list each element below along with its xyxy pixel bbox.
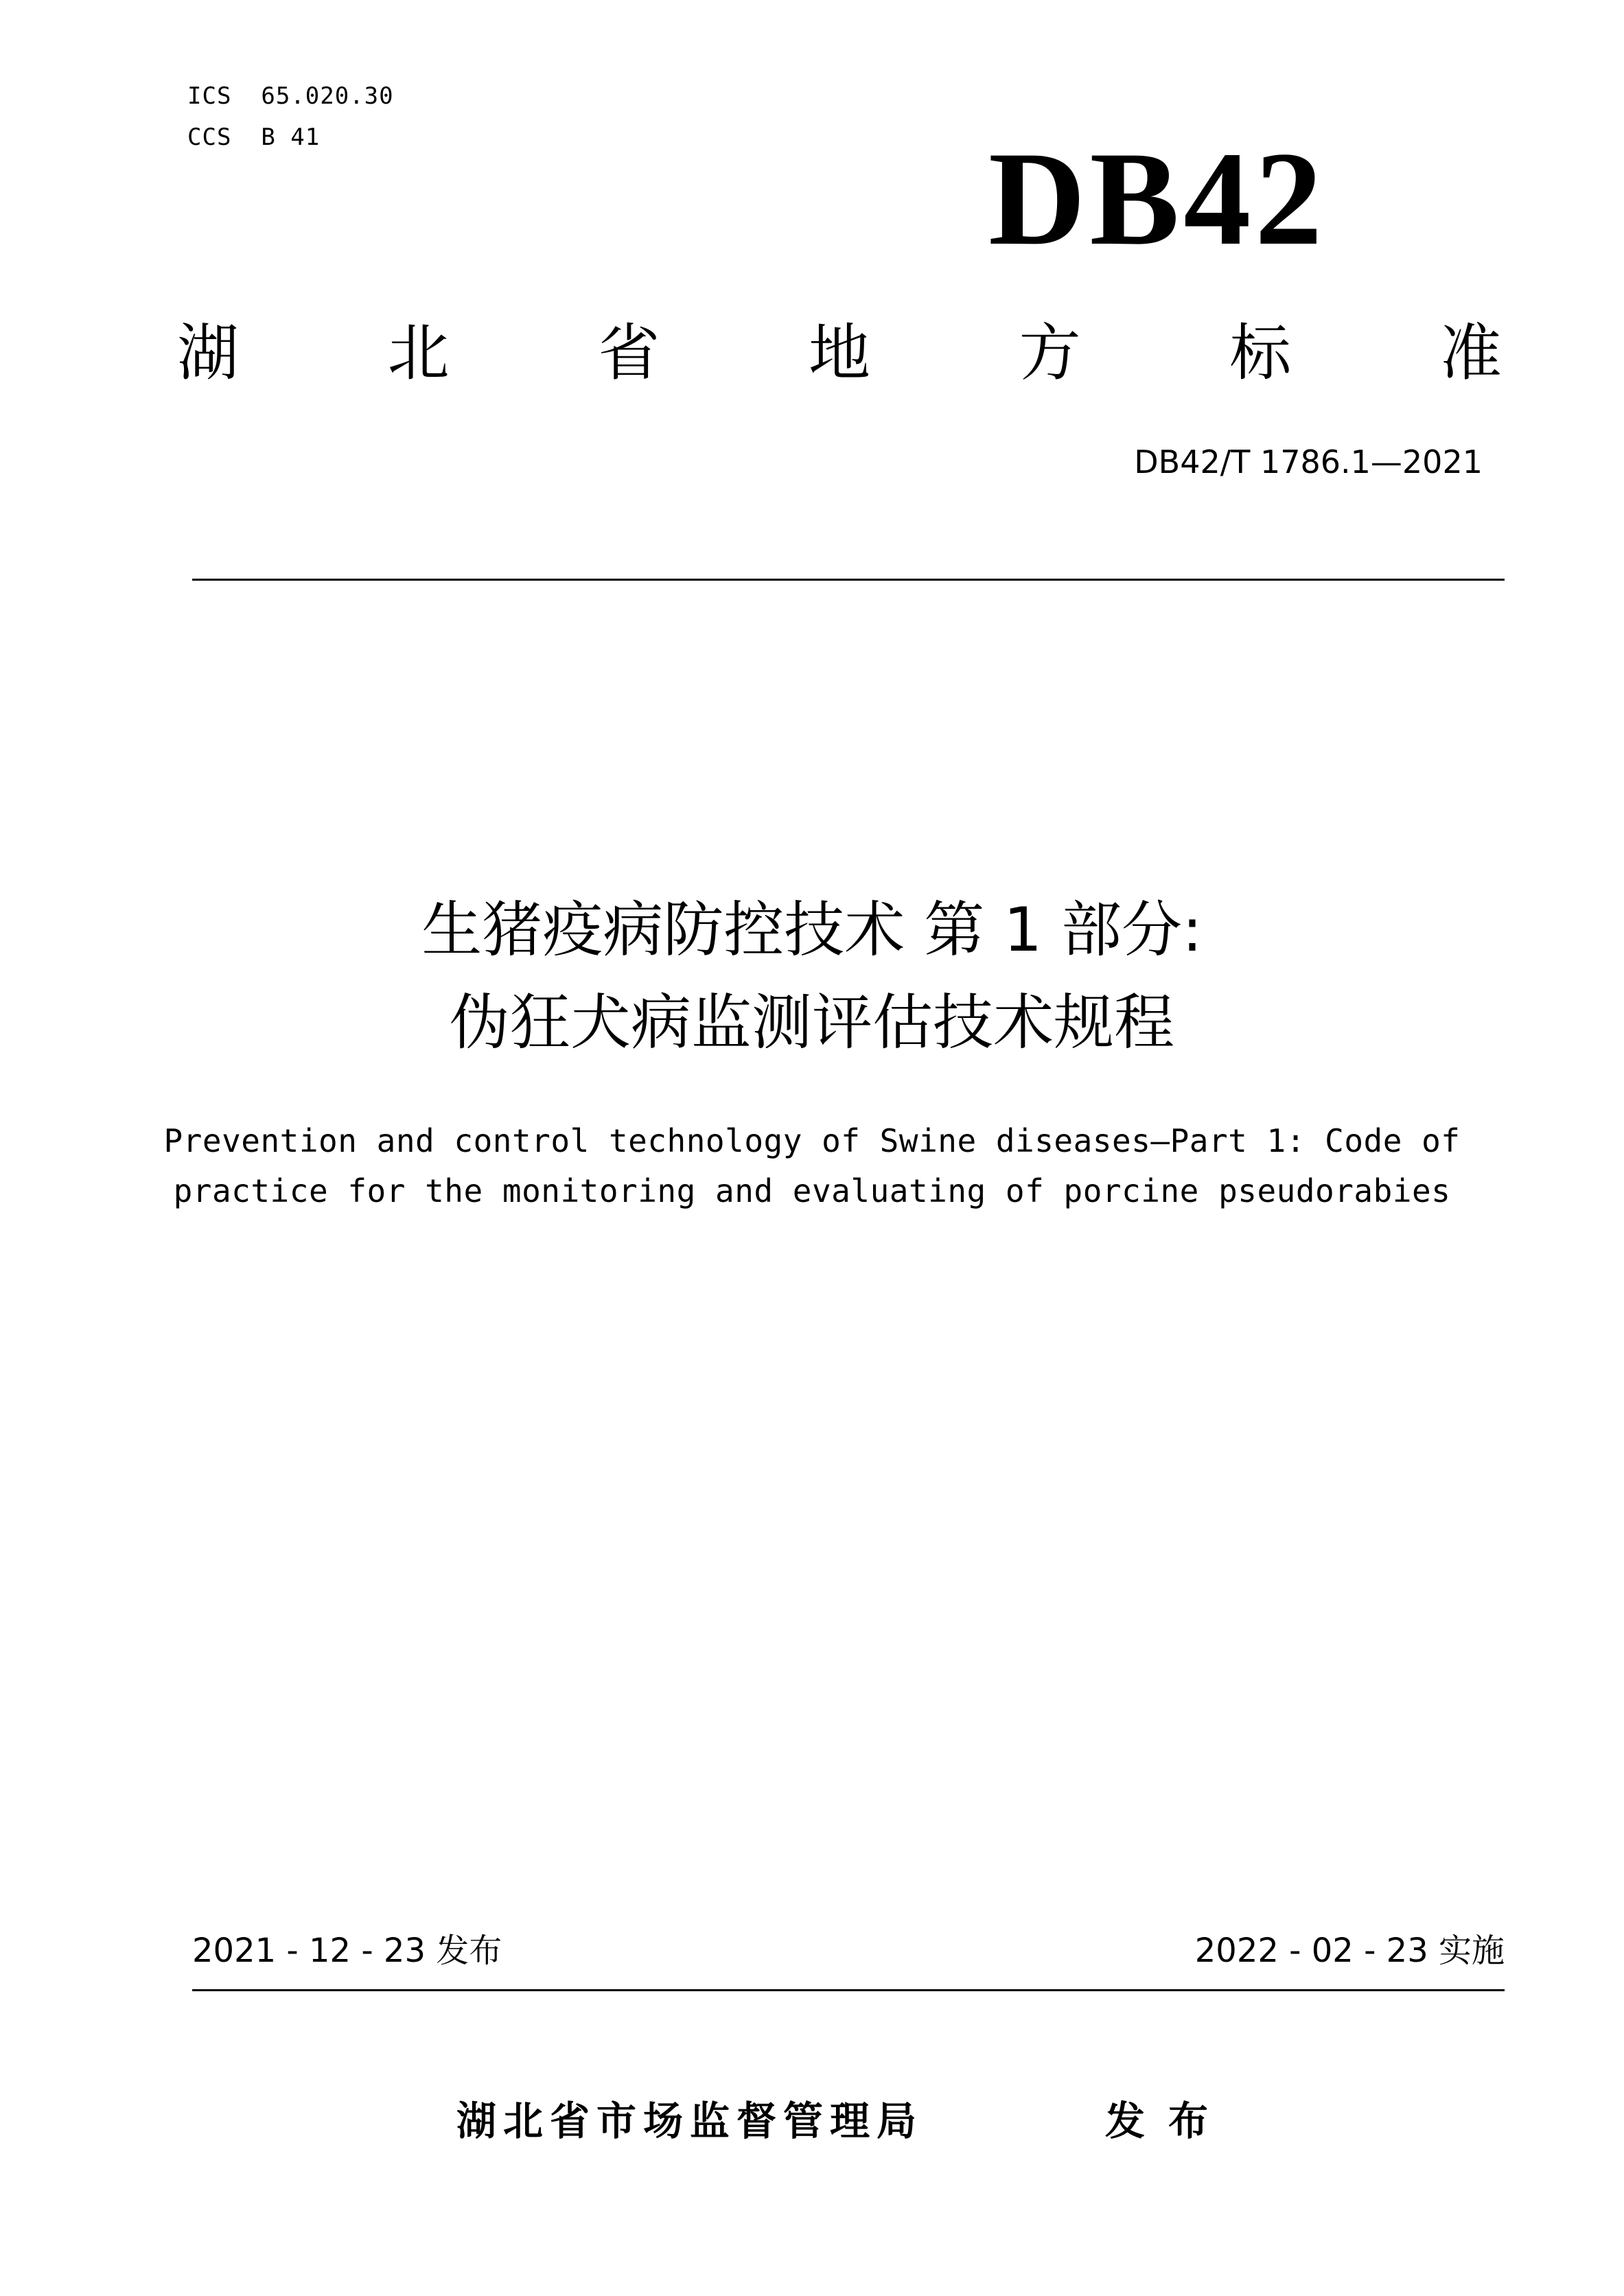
authority-char: 省 — [598, 317, 660, 389]
publisher-name: 湖北省市场监督管理局 — [456, 2098, 924, 2144]
title-zh-line1: 生猪疫病防控技术 第 1 部分: — [421, 894, 1203, 965]
ics-code: ICS 65.020.30 — [187, 82, 394, 110]
authority-char: 方 — [1019, 317, 1081, 389]
authority-char: 准 — [1439, 317, 1502, 389]
publish-label: 发布 — [1105, 2098, 1232, 2144]
bottom-divider — [192, 1989, 1505, 1991]
standard-number: DB42/T 1786.1—2021 — [1134, 443, 1483, 480]
top-divider — [192, 579, 1505, 581]
authority-char: 湖 — [177, 317, 239, 389]
title-en-line2: practice for the monitoring and evaluating of porcine pseudorabies — [173, 1172, 1451, 1209]
standard-authority — [177, 316, 1502, 391]
title-zh-line2: 伪狂犬病监测评估技术规程 — [449, 987, 1174, 1058]
implementation-date: 2022 - 02 - 23 实施 — [1194, 1932, 1505, 1970]
issue-date: 2021 - 12 - 23 发布 — [192, 1932, 502, 1970]
title-en-line1: Prevention and control technology of Swine diseases—Part 1: Code of — [163, 1122, 1461, 1159]
standard-code: DB42 — [988, 124, 1327, 273]
authority-char: 北 — [387, 317, 450, 389]
authority-char: 地 — [808, 317, 870, 389]
authority-char: 标 — [1229, 317, 1292, 389]
ccs-code: CCS B 41 — [187, 124, 321, 151]
